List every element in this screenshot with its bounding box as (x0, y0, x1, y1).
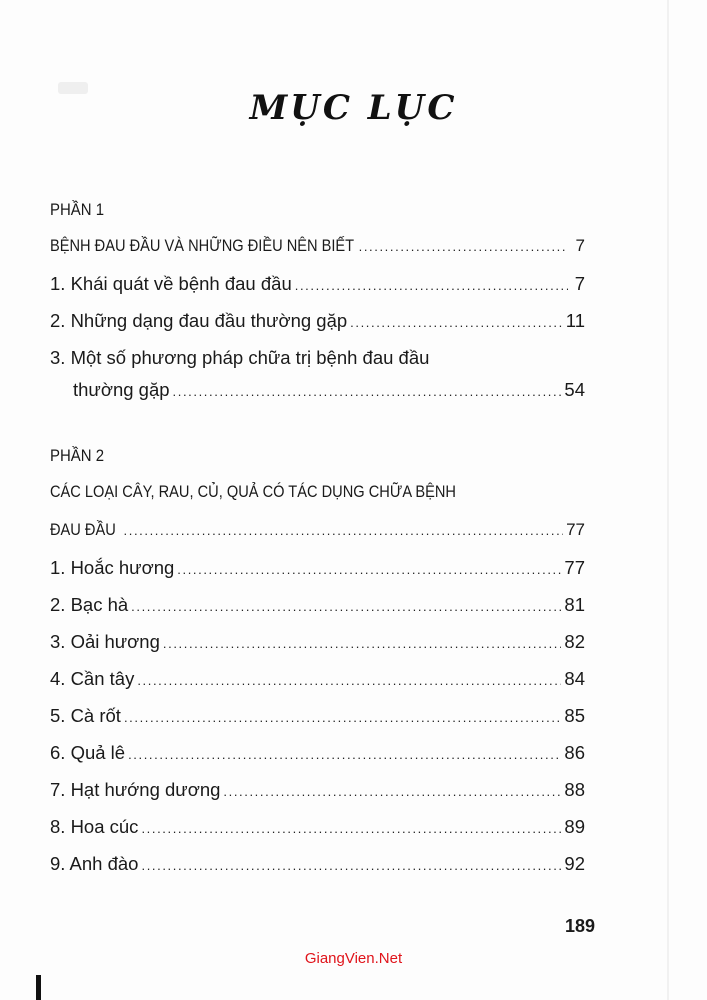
entry-label: 8. Hoa cúc (50, 816, 139, 837)
part-2-heading-continued[interactable] (50, 516, 585, 553)
leader-dots (141, 814, 561, 844)
page-ref: 7 (575, 236, 585, 255)
toc-entry[interactable] (50, 306, 585, 343)
entry-label: 5. Cà rốt (50, 705, 121, 726)
part-2-heading[interactable] (50, 478, 585, 516)
entry-label: 3. Một số phương pháp chữa trị bệnh đau đầu (50, 347, 430, 368)
entry-label: 6. Quả lê (50, 742, 126, 763)
page-ref: 11 (565, 310, 585, 331)
toc-entry[interactable] (50, 775, 585, 812)
entry-label: 2. Những dạng đau đầu thường gặp (50, 310, 348, 331)
watermark: GiangVien.Net (304, 950, 403, 967)
part-1-heading[interactable] (50, 232, 585, 269)
page-ref: 88 (564, 779, 585, 800)
table-of-contents (50, 196, 585, 886)
leader-dots (141, 851, 561, 881)
binding-shadow (36, 975, 41, 1000)
page-ref: 92 (564, 853, 585, 874)
leader-dots (128, 740, 561, 770)
leader-dots (163, 629, 562, 659)
part-2-heading-text: CÁC LOẠI CÂY, RAU, CỦ, QUẢ CÓ TÁC DỤNG CHỮA BỆNH (50, 482, 456, 501)
toc-entry[interactable] (50, 738, 585, 775)
toc-entry[interactable] (50, 812, 585, 849)
toc-entry[interactable] (50, 849, 585, 886)
page-ref: 77 (566, 520, 585, 539)
entry-label: 1. Khái quát về bệnh đau đầu (50, 273, 292, 294)
entry-label: 2. Bạc hà (50, 594, 129, 615)
entry-label: 9. Anh đào (50, 853, 139, 874)
spacer (50, 412, 585, 442)
leader-dots (173, 377, 562, 407)
page-ref: 84 (564, 668, 585, 689)
toc-entry[interactable] (50, 269, 585, 306)
toc-entry[interactable] (50, 553, 585, 590)
entry-label: 3. Oải hương (50, 631, 160, 652)
page-title: MỤC LỤC (249, 88, 458, 128)
toc-entry[interactable] (50, 701, 585, 738)
toc-entry[interactable] (50, 627, 585, 664)
entry-label: 7. Hạt hướng dương (50, 779, 221, 800)
page-edge (667, 0, 669, 1000)
part-2-heading-text-2: ĐAU ĐẦU (50, 520, 116, 539)
toc-entry-continuation[interactable] (50, 375, 585, 412)
part-2-label: PHẦN 2 (50, 446, 105, 465)
part-1-heading-text: BỆNH ĐAU ĐẦU VÀ NHỮNG ĐIỀU NÊN BIẾT (50, 236, 355, 255)
part-1-label: PHẦN 1 (50, 200, 105, 219)
page-ref: 85 (564, 705, 585, 726)
page-number: 189 (565, 916, 596, 936)
toc-entry[interactable] (50, 343, 585, 375)
page-ref: 7 (574, 273, 585, 294)
page-ref: 77 (564, 557, 585, 578)
page-ref: 81 (564, 594, 585, 615)
page-ref: 89 (564, 816, 585, 837)
leader-dots (359, 233, 568, 261)
entry-label-continued: thường gặp (73, 379, 170, 400)
page-ref: 82 (564, 631, 585, 652)
leader-dots (137, 666, 561, 696)
leader-dots (295, 271, 568, 301)
entry-label: 4. Cần tây (50, 668, 135, 689)
leader-dots (350, 308, 563, 338)
leader-dots (124, 517, 564, 545)
toc-entry[interactable] (50, 590, 585, 627)
page-ref: 86 (564, 742, 585, 763)
leader-dots (177, 555, 561, 585)
toc-entry[interactable] (50, 664, 585, 701)
entry-label: 1. Hoắc hương (50, 557, 175, 578)
leader-dots (223, 777, 561, 807)
leader-dots (124, 703, 561, 733)
page-ref: 54 (564, 379, 585, 400)
leader-dots (131, 592, 561, 622)
